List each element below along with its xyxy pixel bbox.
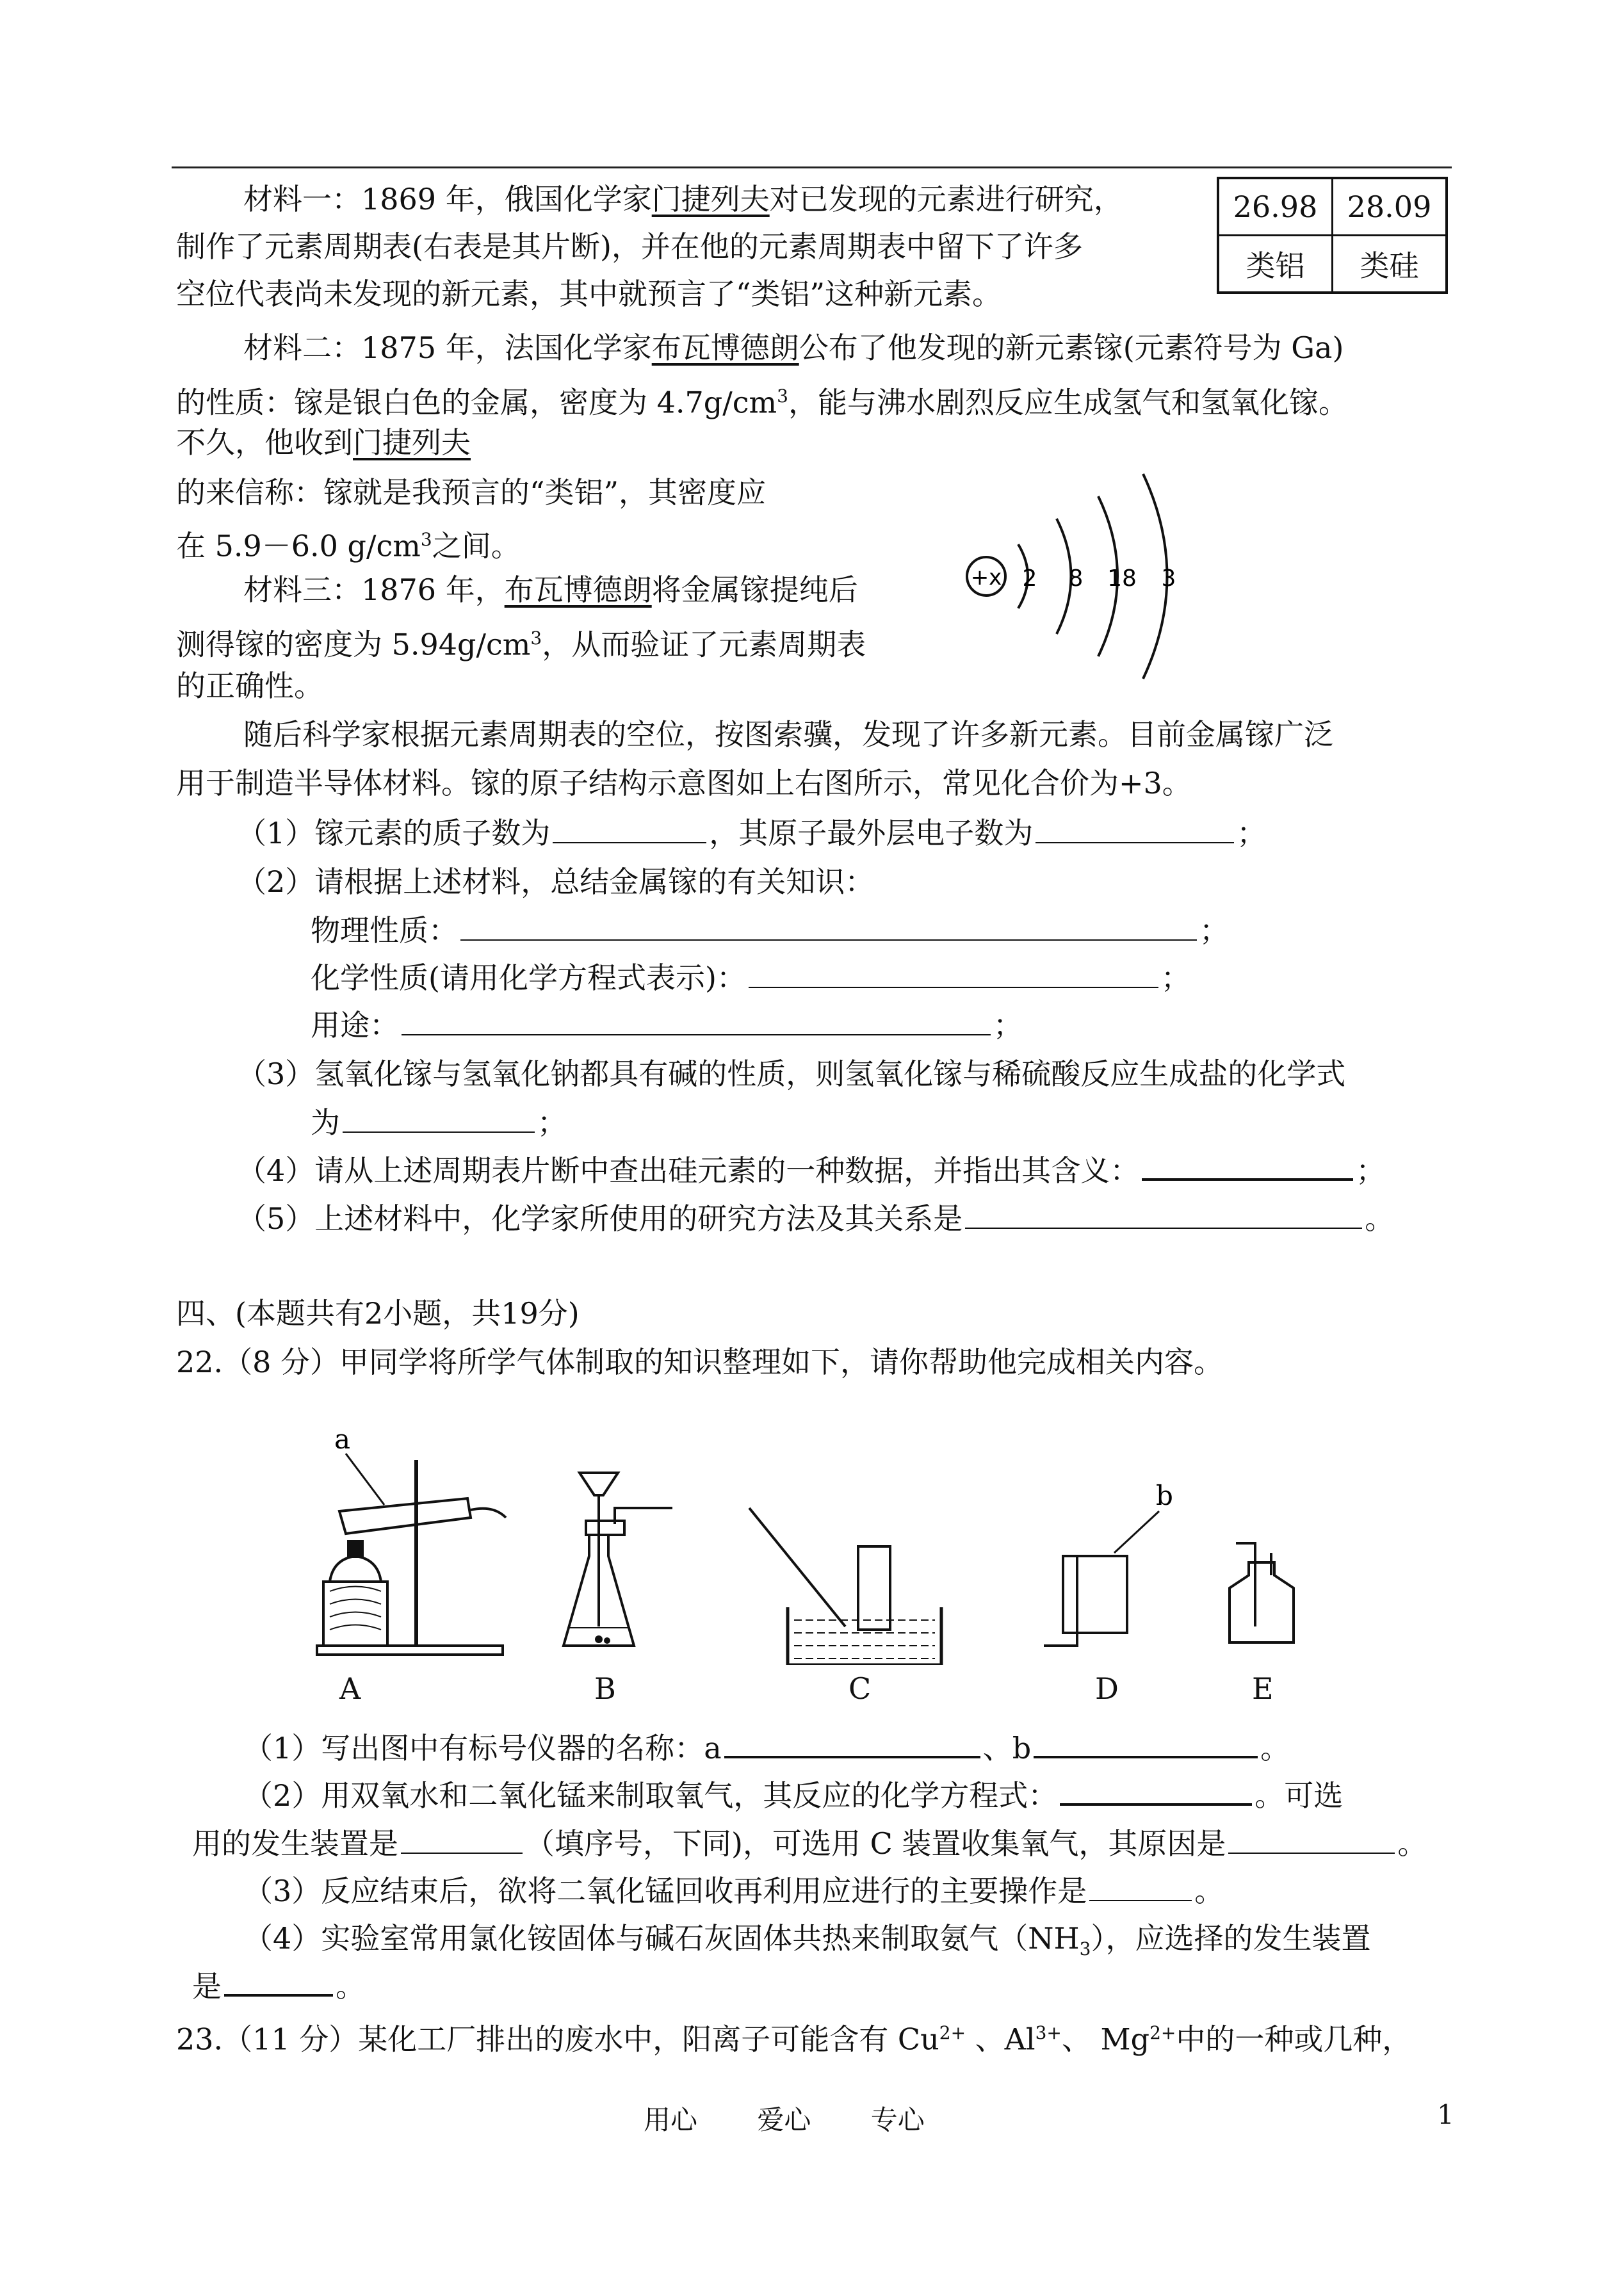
material-3-line-3: 的正确性。 — [176, 669, 323, 703]
q21-chemical-properties: 化学性质(请用化学方程式表示)： ； — [311, 958, 1190, 998]
answer-blank-instrument-a[interactable] — [724, 1728, 980, 1758]
apparatus-c-water-trough — [736, 1505, 948, 1665]
answer-blank-outer-electrons[interactable] — [1035, 814, 1234, 843]
material-2-line-2: 的性质：镓是银白色的金属，密度为 $4.7g/cm^3$，能与沸水剧烈反应生成氢气和氢氧化镓。 — [176, 385, 1348, 420]
answer-blank-generator[interactable] — [401, 1824, 523, 1854]
shell-4-electrons: 3 — [1161, 565, 1176, 592]
answer-blank-ammonia-generator[interactable] — [224, 1966, 333, 1997]
q21-part-3-line-1: （3）氢氧化镓与氢氧化钠都具有碱的性质，则氢氧化镓与稀硫酸反应生成盐的化学式 — [237, 1057, 1346, 1091]
answer-blank-instrument-b[interactable] — [1034, 1728, 1258, 1758]
material-1-line-1: 材料一：1869 年，俄国化学家门捷列夫对已发现的元素进行研究， — [243, 182, 1123, 216]
q22-part-3: （3）反应结束后，欲将二氧化锰回收再利用应进行的主要操作是 。 — [243, 1871, 1224, 1911]
answer-blank-collection-reason[interactable] — [1228, 1824, 1395, 1854]
answer-blank-research-method[interactable] — [965, 1199, 1362, 1229]
answer-blank-proton-number[interactable] — [553, 814, 706, 843]
footer-item: 用心 — [644, 2104, 698, 2136]
material-3-line-1: 材料三：1876 年，布瓦博德朗将金属镓提纯后 — [243, 572, 858, 607]
apparatus-d-upward-collection — [1044, 1479, 1191, 1665]
gallium-atom-diagram — [948, 461, 1242, 692]
shell-1-electrons: 2 — [1022, 565, 1037, 592]
apparatus-e-gas-bottle — [1223, 1537, 1306, 1665]
material-3-line-2: 测得镓的密度为 $5.94g/cm^3$，从而验证了元素周期表 — [176, 627, 866, 662]
question-22-stem: 22.（8 分）甲同学将所学气体制取的知识整理如下，请你帮助他完成相关内容。 — [176, 1345, 1224, 1379]
material-1-line-2: 制作了元素周期表(右表是其片断)，并在他的元素周期表中留下了许多 — [176, 229, 1083, 264]
footer-item: 专心 — [870, 2104, 925, 2136]
apparatus-label-a: A — [339, 1671, 361, 1706]
q22-part-1: （1）写出图中有标号仪器的名称：a 、b 。 — [243, 1728, 1290, 1768]
q22-part-4-line-2: 是 。 — [192, 1966, 365, 2006]
footer-item: 爱心 — [757, 2104, 811, 2136]
q21-part-2: （2）请根据上述材料，总结金属镓的有关知识： — [237, 864, 875, 899]
shell-2-electrons: 8 — [1068, 565, 1084, 592]
apparatus-b-flask — [551, 1460, 679, 1665]
section-4-title: 四、(本题共有2小题，共19分) — [176, 1296, 580, 1331]
material-2-line-3: 不久，他收到门捷列夫 — [176, 425, 471, 460]
answer-blank-recovery-operation[interactable] — [1089, 1872, 1192, 1901]
question-23-stem: 23.（11 分）某化工厂排出的废水中，阳离子可能含有 $Cu^{2+}$ 、$Al^{3+}$、 $Mg^{2+}$中的一种或几种， — [176, 2022, 1412, 2057]
q21-part-4: （4）请从上述周期表片断中查出硅元素的一种数据，并指出其含义： ； — [237, 1150, 1385, 1190]
paragraph-after-2: 用于制造半导体材料。镓的原子结构示意图如上右图所示，常见化合价为+3。 — [176, 766, 1192, 800]
label-eka-silicon: 类硅 — [1333, 236, 1447, 293]
page-number: 1 — [1437, 2099, 1454, 2130]
q21-part-1: （1）镓元素的质子数为 ，其原子最外层电子数为 ； — [237, 813, 1266, 853]
q22-part-4-line-1: （4）实验室常用氯化铵固体与碱石灰固体共热来制取氨气$(NH_3)$，应选择的发生装置 — [243, 1921, 1371, 1960]
label-b-mark: b — [1156, 1480, 1173, 1511]
q21-physical-properties: 物理性质： ； — [311, 911, 1229, 950]
answer-blank-chemical[interactable] — [749, 959, 1158, 988]
nucleus-charge: +x — [970, 565, 1002, 590]
material-2-line-1: 材料二：1875 年，法国化学家布瓦博德朗公布了他发现的新元素镓(元素符号为 Ga) — [243, 330, 1344, 365]
apparatus-label-e: E — [1252, 1671, 1274, 1706]
apparatus-label-b: B — [594, 1671, 616, 1706]
q21-uses: 用途： ； — [311, 1005, 1023, 1045]
answer-blank-salt-formula[interactable] — [343, 1103, 535, 1133]
q22-part-2-line-1: （2）用双氧水和二氧化锰来制取氧气，其反应的化学方程式： 。可选 — [243, 1775, 1343, 1815]
q22-part-2-line-2: 用的发生装置是 （填序号，下同)，可选用 C 装置收集氧气，其原因是 。 — [192, 1824, 1427, 1863]
label-eka-aluminum: 类铝 — [1218, 236, 1333, 293]
answer-blank-silicon-data[interactable] — [1142, 1150, 1353, 1181]
answer-blank-physical[interactable] — [460, 911, 1197, 941]
header-rule — [172, 166, 1452, 168]
page-footer — [644, 2099, 976, 2137]
paragraph-after-1: 随后科学家根据元素周期表的空位，按图索骥，发现了许多新元素。目前金属镓广泛 — [243, 717, 1333, 752]
q21-part-3-line-2: 为 ； — [311, 1103, 567, 1142]
material-2-line-4: 的来信称：镓就是我预言的“类铝”，其密度应 — [176, 475, 767, 510]
periodic-table-fragment — [1217, 177, 1448, 294]
apparatus-label-d: D — [1095, 1671, 1119, 1706]
answer-blank-oxygen-equation[interactable] — [1060, 1775, 1252, 1806]
answer-blank-uses[interactable] — [402, 1006, 991, 1035]
atomic-mass-si: 28.09 — [1333, 178, 1447, 236]
material-2-line-5: 在 5.9－6.0 $g/cm^3$之间。 — [176, 528, 521, 564]
atomic-mass-al: 26.98 — [1218, 178, 1333, 236]
apparatus-label-c: C — [849, 1671, 872, 1706]
q21-part-5: （5）上述材料中，化学家所使用的研究方法及其关系是 。 — [237, 1199, 1394, 1238]
apparatus-a-heating-setup — [301, 1422, 519, 1665]
material-1-line-3: 空位代表尚未发现的新元素，其中就预言了“类铝”这种新元素。 — [176, 277, 1002, 311]
shell-3-electrons: 18 — [1107, 565, 1137, 592]
label-a-mark: a — [334, 1423, 351, 1455]
